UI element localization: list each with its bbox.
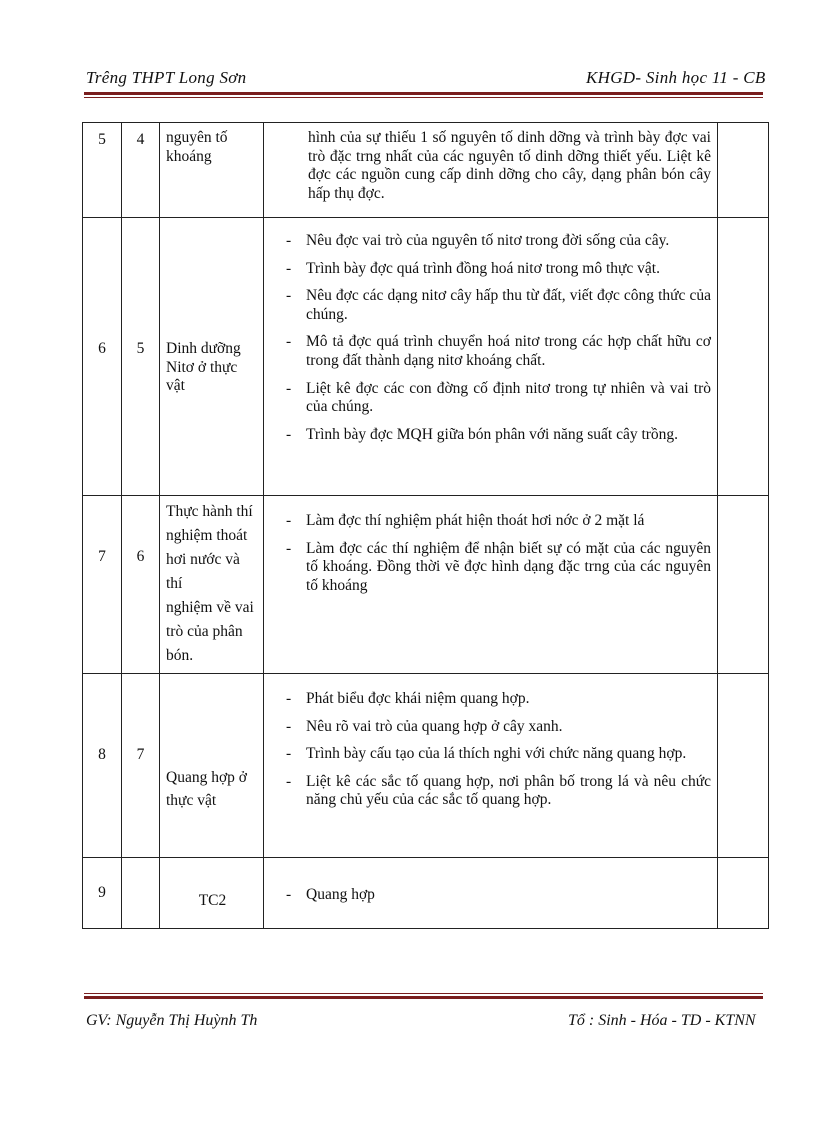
- cell-notes: [718, 218, 769, 496]
- cell-objectives: [264, 858, 718, 929]
- cell-notes: [718, 858, 769, 929]
- cell-week: [83, 858, 122, 929]
- lesson-number: 6: [136, 548, 145, 565]
- cell-lesson: [122, 674, 160, 858]
- week-number: 8: [98, 746, 106, 763]
- cell-lesson: [122, 858, 160, 929]
- objective-item: - Trình bày đợc MQH giữa bón phân với năng suất cây trồng.: [282, 426, 711, 445]
- lesson-number: 7: [136, 746, 145, 763]
- topic-line: Quang hợp ở: [166, 769, 247, 786]
- curriculum-table: [82, 122, 769, 929]
- cell-topic: [160, 218, 264, 496]
- topic-line: Nitơ ở thực vật: [166, 358, 238, 395]
- objective-item: - Nêu đợc các dạng nitơ cây hấp thu từ đất, viết đợc công thức của chúng.: [282, 287, 711, 324]
- topic-line: bón.: [166, 647, 194, 665]
- objective-item: - Phát biểu đợc khái niệm quang hợp.: [282, 690, 711, 709]
- topic-line: hơi nước và thí: [166, 551, 240, 593]
- objective-item: - Nêu rõ vai trò của quang hợp ở cây xanh.: [282, 718, 711, 737]
- topic-line: Dinh dưỡng: [166, 340, 241, 357]
- footer-teacher-name: GV: Nguyễn Thị Huỳnh Th: [86, 1012, 258, 1029]
- header-rule-thin: [84, 97, 763, 98]
- objective-item: - Làm đợc thí nghiệm phát hiện thoát hơi nớc ở 2 mặt lá: [282, 512, 711, 531]
- cell-week: [83, 496, 122, 674]
- objective-item: - Mô tả đợc quá trình chuyển hoá nitơ trong các hợp chất hữu cơ trong đất thành dạng nitơ khoáng chất.: [282, 333, 711, 370]
- cell-lesson: [122, 123, 160, 218]
- cell-week: [83, 674, 122, 858]
- lesson-number: 5: [136, 340, 145, 357]
- topic-line: nghiệm thoát: [166, 527, 248, 545]
- objective-item: - Liệt kê các sắc tố quang hợp, nơi phân bố trong lá và nêu chức năng chủ yếu của các sắc tố quang hợp.: [282, 773, 711, 810]
- objective-item: - Làm đợc các thí nghiệm để nhận biết sự có mặt của các nguyên tố khoáng. Đồng thời vẽ đợc hình dạng đặc trng của các nguyên tố khoáng: [282, 540, 711, 596]
- header-school-name: Trêng THPT Long Sơn: [86, 68, 247, 87]
- objective-continuation: hình của sự thiếu 1 số nguyên tố dinh dỡng và trình bày đợc vai trò đặc trng nhất của các nguyên tố dinh dỡng thiết yếu. Liệt kê đợc các nguồn cung cấp dinh dỡng cho cây, dạng phân bón cây hấp thụ đợc.: [308, 129, 711, 202]
- cell-week: [83, 218, 122, 496]
- header-rule-thick: [84, 92, 763, 95]
- cell-lesson: [122, 218, 160, 496]
- table-row: [83, 858, 769, 929]
- objective-item: - Nêu đợc vai trò của nguyên tố nitơ trong đời sống của cây.: [282, 232, 711, 251]
- topic-line: khoáng: [166, 147, 212, 165]
- cell-week: [83, 123, 122, 218]
- cell-notes: [718, 674, 769, 858]
- table-row: [83, 218, 769, 496]
- cell-topic: [160, 496, 264, 674]
- cell-objectives: [264, 496, 718, 674]
- cell-notes: [718, 123, 769, 218]
- week-number: 6: [98, 340, 106, 357]
- cell-objectives: [264, 123, 718, 218]
- cell-lesson: [122, 496, 160, 674]
- cell-objectives: [264, 674, 718, 858]
- topic-line: TC2: [198, 892, 227, 909]
- table-row: [83, 123, 769, 218]
- table-row: [83, 496, 769, 674]
- objective-item: - Trình bày cấu tạo của lá thích nghi với chức năng quang hợp.: [282, 745, 711, 764]
- table-row: [83, 674, 769, 858]
- footer-rule-thin: [84, 993, 763, 994]
- topic-line: thực vật: [166, 792, 217, 810]
- cell-objectives: [264, 218, 718, 496]
- header-plan-title: KHGD- Sinh học 11 - CB: [586, 68, 766, 87]
- lesson-number: 4: [136, 131, 145, 148]
- cell-notes: [718, 496, 769, 674]
- topic-line: nguyên tố: [166, 129, 228, 146]
- topic-line: trò của phân: [166, 623, 243, 641]
- week-number: 9: [98, 884, 106, 901]
- cell-topic: [160, 674, 264, 858]
- footer-rule-thick: [84, 996, 763, 999]
- objective-item: - Trình bày đợc quá trình đồng hoá nitơ trong mô thực vật.: [282, 260, 711, 279]
- cell-topic: [160, 858, 264, 929]
- footer-department: Tổ : Sinh - Hóa - TD - KTNN: [568, 1012, 756, 1029]
- cell-topic: [160, 123, 264, 218]
- objective-item: - Quang hợp: [282, 886, 711, 905]
- objective-item: - Liệt kê đợc các con đờng cố định nitơ trong tự nhiên và vai trò của chúng.: [282, 380, 711, 417]
- topic-line: nghiệm về vai: [166, 599, 254, 617]
- topic-line: Thực hành thí: [166, 503, 253, 520]
- week-number: 5: [98, 131, 106, 148]
- week-number: 7: [98, 548, 106, 565]
